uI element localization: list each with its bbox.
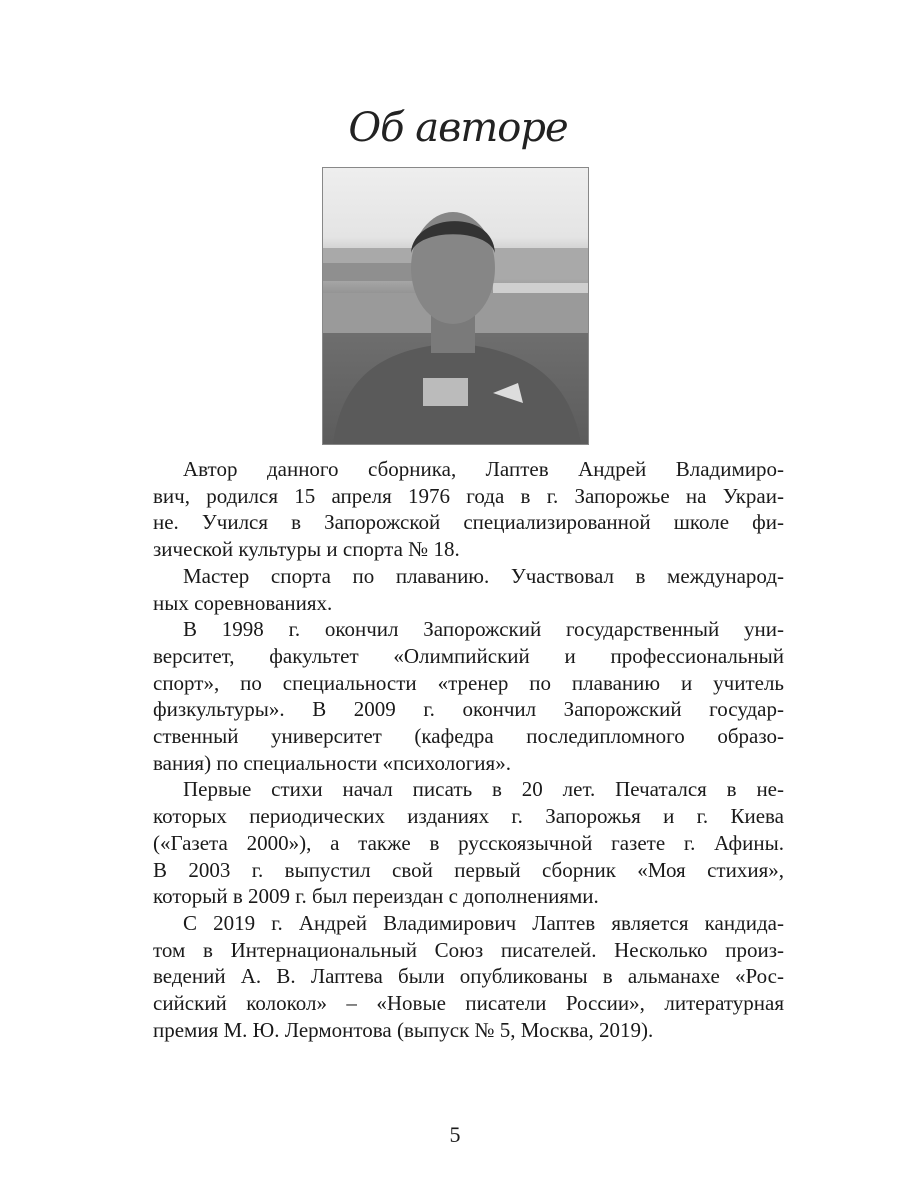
text-line: («Газета 2000»), а также в русскоязычной газете г. Афины. xyxy=(153,830,784,855)
text-line: который в 2009 г. был переиздан с дополнениями. xyxy=(153,884,599,909)
page-title: Об авторе xyxy=(348,105,568,151)
text-line: не. Учился в Запорожской специализированной школе фи- xyxy=(153,510,784,535)
text-line: Автор данного сборника, Лаптев Андрей Владимиро- xyxy=(183,457,784,481)
text-line: Мастер спорта по плаванию. Участвовал в международ- xyxy=(183,563,784,588)
text-line: спорт», по специальности «тренер по плаванию и учитель xyxy=(153,670,784,695)
text-line: сийский колокол» – «Новые писатели России», литературная xyxy=(153,991,784,1016)
text-line: ственный университет (кафедра последипломного образо- xyxy=(153,724,784,749)
text-line: С 2019 г. Андрей Владимирович Лаптев является кандида- xyxy=(183,910,784,935)
text-line: зической культуры и спорта № 18. xyxy=(153,537,460,562)
text-line: ных соревнованиях. xyxy=(153,590,333,615)
text-line: премия М. Ю. Лермонтова (выпуск № 5, Москва, 2019). xyxy=(153,1017,654,1042)
author-photo xyxy=(322,167,589,445)
text-line: ведений А. В. Лаптева были опубликованы в альманахе «Рос- xyxy=(153,964,784,989)
text-line: Первые стихи начал писать в 20 лет. Печатался в не- xyxy=(183,777,784,802)
biography-text xyxy=(153,456,784,1043)
text-line: В 2003 г. выпустил свой первый сборник «Моя стихия», xyxy=(153,857,784,882)
text-line: физкультуры». В 2009 г. окончил Запорожский государ- xyxy=(153,697,784,722)
text-line: которых периодических изданиях г. Запорожья и г. Киева xyxy=(153,804,784,829)
text-line: В 1998 г. окончил Запорожский государственный уни- xyxy=(183,617,784,642)
text-line: вич, родился 15 апреля 1976 года в г. Запорожье на Украи- xyxy=(153,483,784,508)
text-line: том в Интернациональный Союз писателей. Несколько произ- xyxy=(153,937,784,962)
page-number: 5 xyxy=(449,1122,461,1147)
text-line: верситет, факультет «Олимпийский и профессиональный xyxy=(153,643,784,668)
text-line: вания) по специальности «психология». xyxy=(153,750,511,775)
